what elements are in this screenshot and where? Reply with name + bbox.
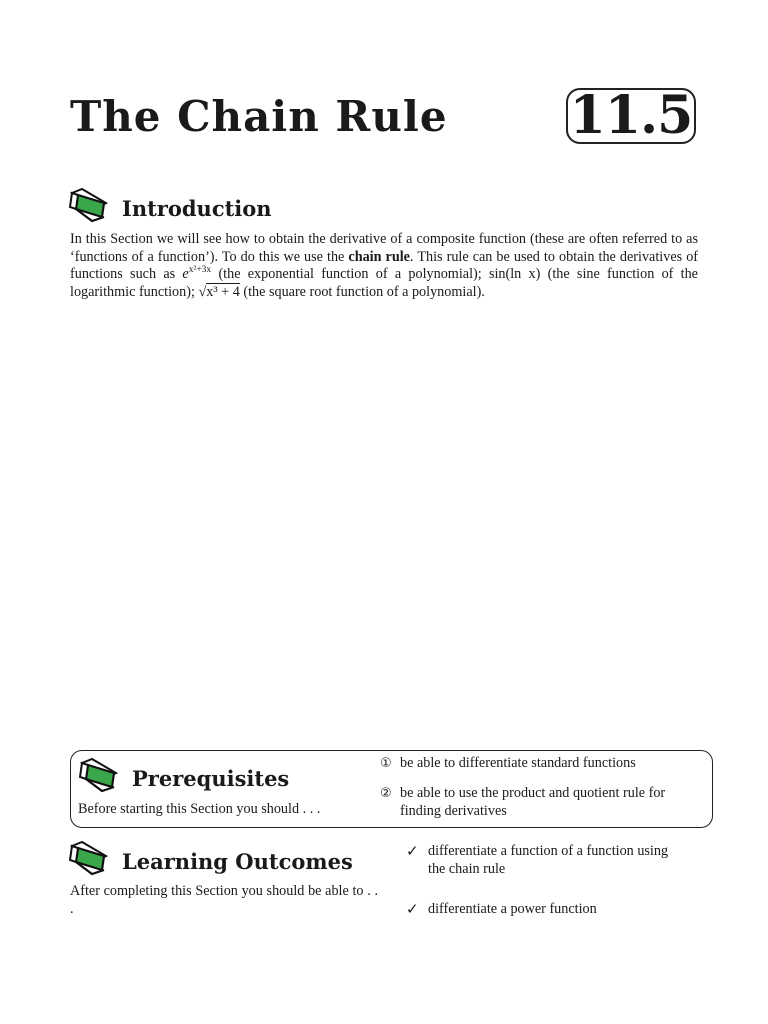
sin-ln-expression: sin(ln x) bbox=[488, 266, 541, 282]
green-flag-icon bbox=[68, 187, 112, 225]
prerequisites-heading: Prerequisites bbox=[132, 766, 290, 791]
learning-outcome-item: ✓ differentiate a power function bbox=[406, 900, 597, 918]
page-title: The Chain Rule bbox=[70, 92, 448, 141]
learning-outcome-item: ✓ differentiate a function of a function using the chain rule bbox=[406, 842, 669, 877]
circled-one-marker: ① bbox=[380, 756, 392, 771]
circled-two-marker: ② bbox=[380, 786, 392, 801]
sqrt-expression: √x³ + 4 bbox=[198, 283, 240, 300]
checkmark-icon: ✓ bbox=[406, 842, 419, 860]
introduction-heading: Introduction bbox=[122, 196, 272, 221]
introduction-text: In this Section we will see how to obtain the derivative of a composite function (these are often referred to as ‘functions of a function’). To do this we use the chain rule. This rule can be used to obtain the derivatives of functions such as $e^{x^2+3x}$ (the exponential function of a polynomial); sin(ln x) (the sine function of the logarithmic function); √x³ + 4 (the square root function of a polynomial). bbox=[70, 231, 699, 300]
checkmark-icon: ✓ bbox=[406, 900, 419, 918]
prerequisite-item: ① be able to differentiate standard functions bbox=[380, 755, 636, 771]
prerequisite-item: ② be able to use the product and quotient rule for finding derivatives bbox=[380, 785, 666, 819]
prerequisites-lead: Before starting this Section you should . . . bbox=[78, 801, 321, 817]
green-flag-icon bbox=[78, 757, 122, 795]
chain-rule-term: chain rule bbox=[348, 248, 410, 265]
section-number-badge: 11.5 bbox=[566, 88, 696, 144]
learning-outcomes-heading: Learning Outcomes bbox=[122, 849, 353, 874]
green-flag-icon bbox=[68, 840, 112, 878]
learning-outcomes-lead: After completing this Section you should be able to . . . bbox=[70, 883, 378, 917]
